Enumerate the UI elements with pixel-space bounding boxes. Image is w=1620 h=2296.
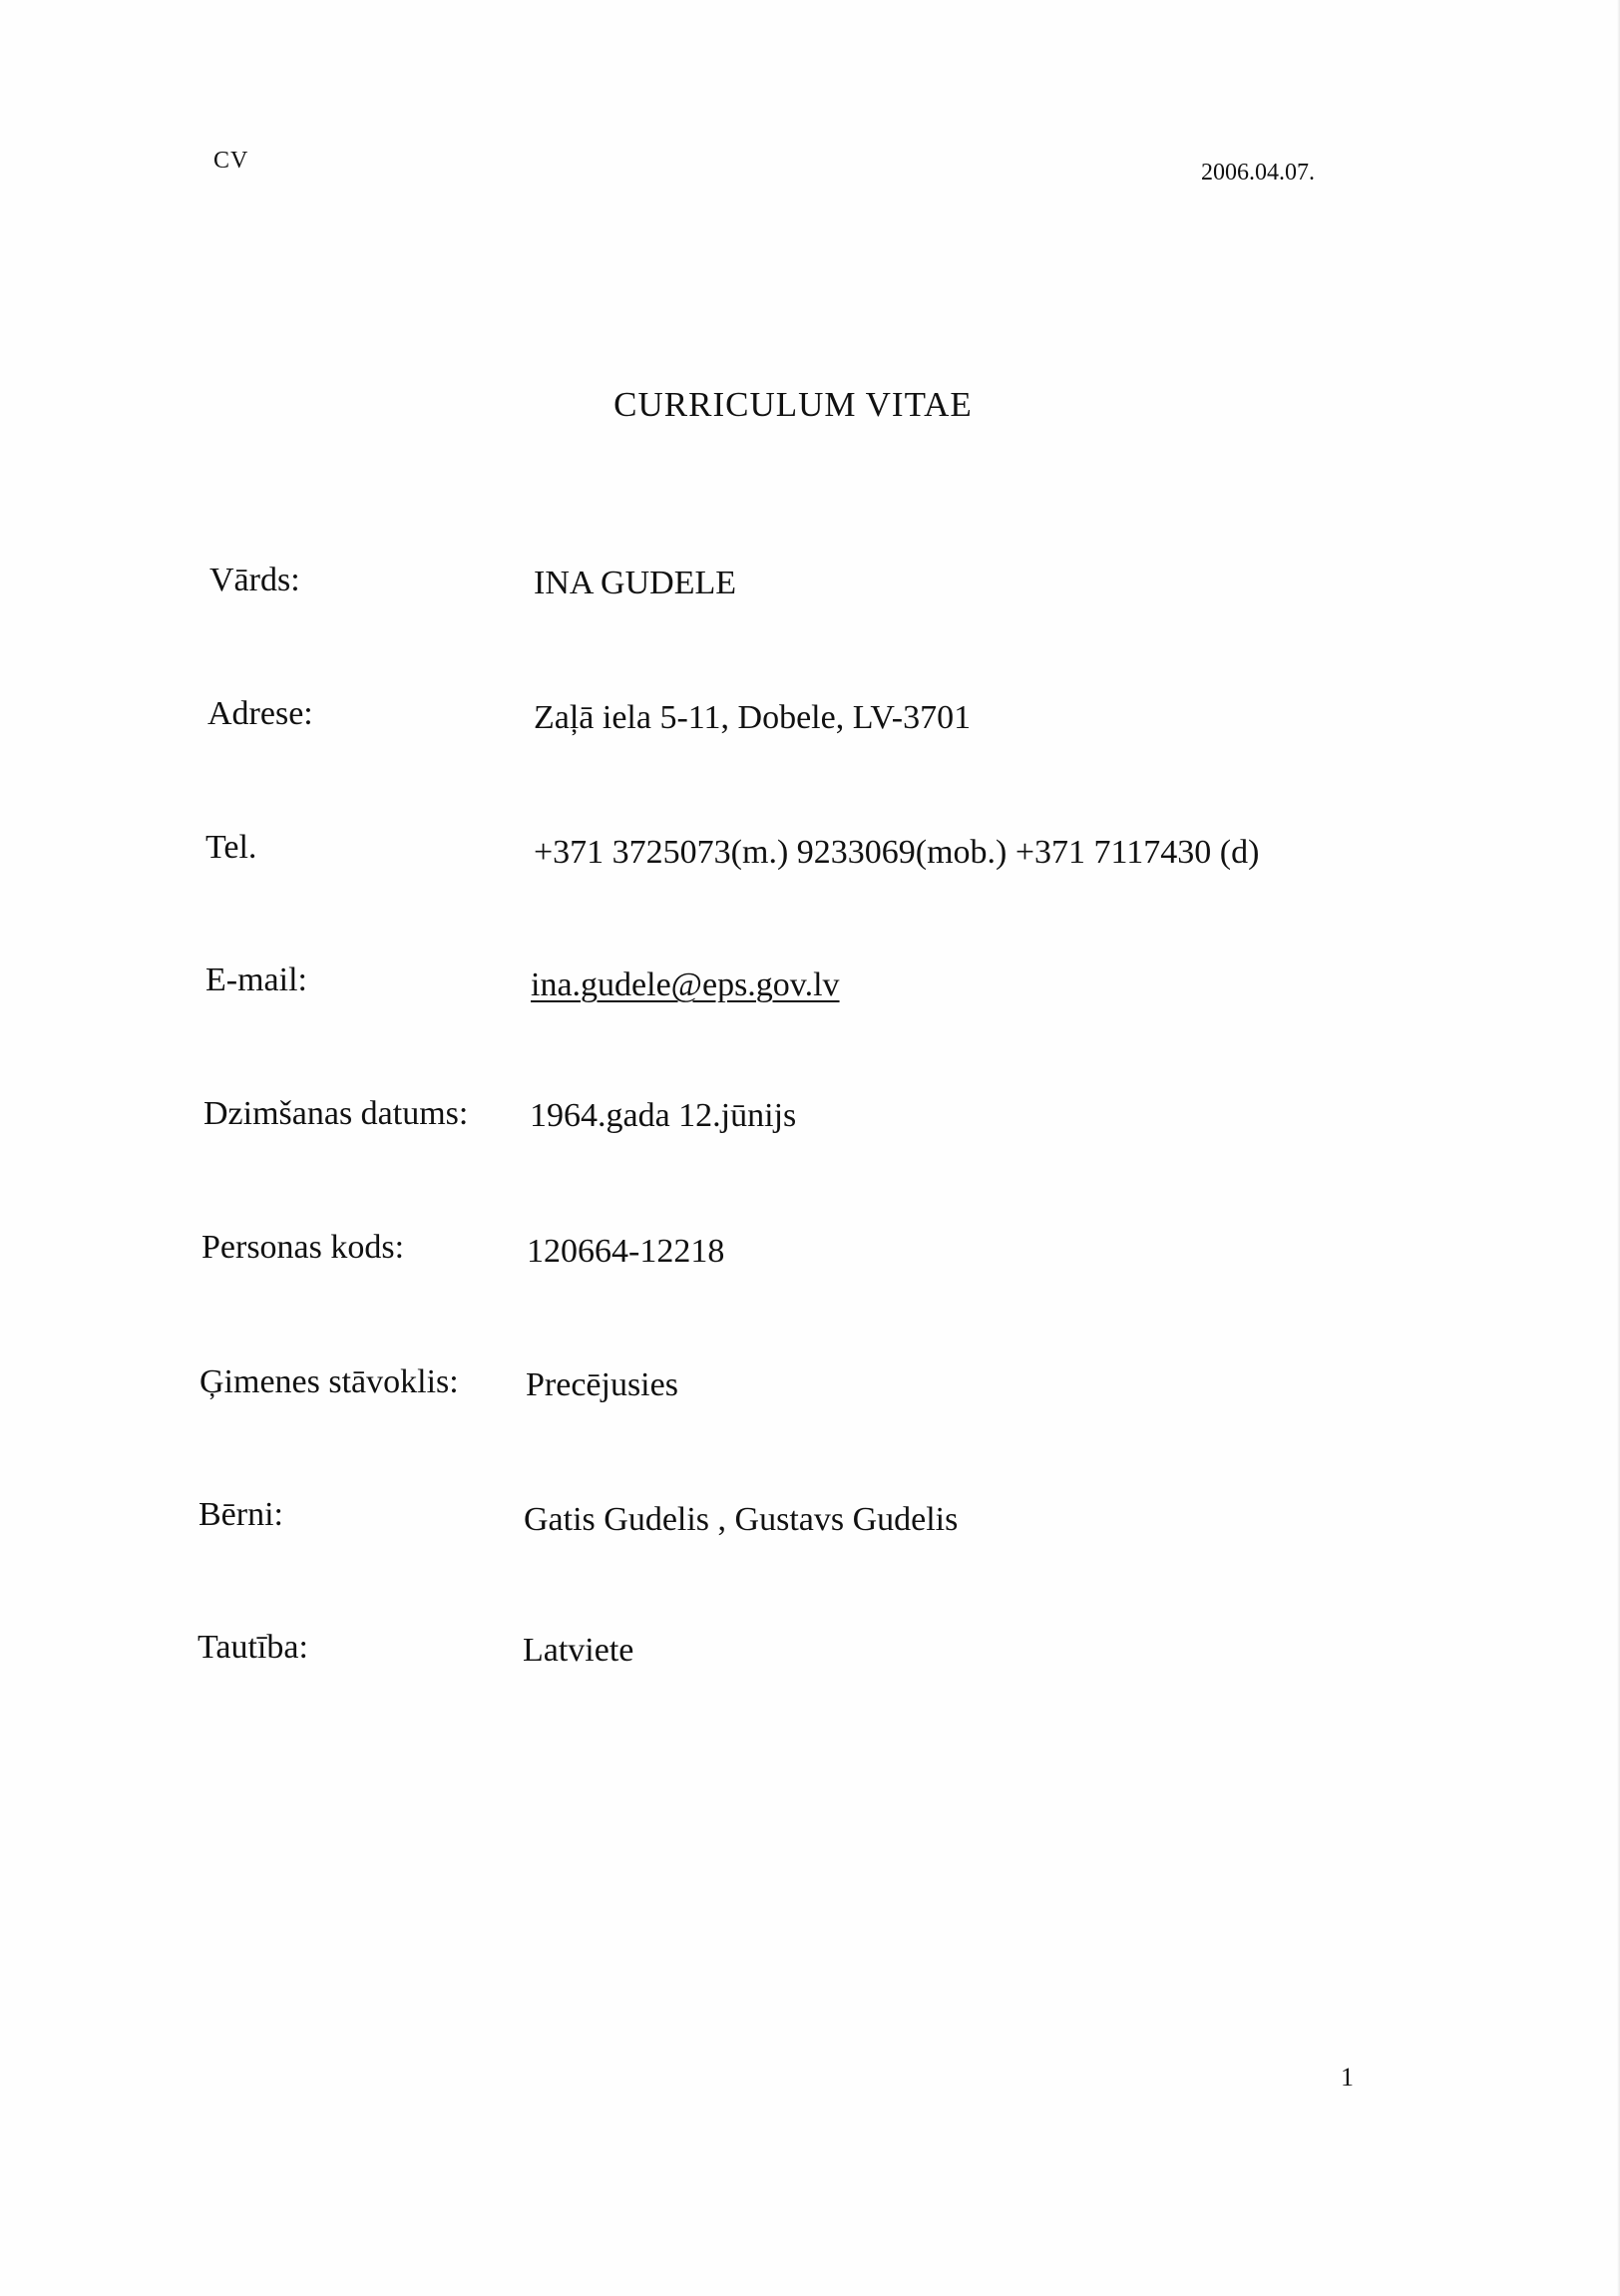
- header-date: 2006.04.07.: [1201, 160, 1315, 186]
- field-value-phone: +371 3725073(m.) 9233069(mob.) +371 7117430 (d): [534, 834, 1260, 871]
- field-value-address: Zaļā iela 5-11, Dobele, LV-3701: [534, 699, 972, 736]
- field-label-marital-status: Ģimenes stāvoklis:: [200, 1363, 459, 1400]
- field-label-children: Bērni:: [199, 1496, 283, 1533]
- field-label-personal-code: Personas kods:: [202, 1229, 405, 1266]
- field-label-birth-date: Dzimšanas datums:: [203, 1095, 469, 1132]
- document-title: CURRICULUM VITAE: [613, 385, 973, 424]
- field-value-nationality: Latviete: [523, 1632, 634, 1669]
- field-label-address: Adrese:: [207, 695, 313, 732]
- field-value-email-wrapper: [531, 966, 840, 1004]
- field-value-children: Gatis Gudelis , Gustavs Gudelis: [524, 1501, 959, 1538]
- email-link[interactable]: ina.gudele@eps.gov.lv: [531, 966, 840, 1003]
- field-label-phone: Tel.: [205, 829, 257, 866]
- field-value-personal-code: 120664-12218: [527, 1233, 725, 1270]
- field-value-name: INA GUDELE: [534, 565, 737, 601]
- field-value-birth-date: 1964.gada 12.jūnijs: [530, 1097, 797, 1134]
- header-cv-label: CV: [213, 148, 249, 174]
- page-number: 1: [1341, 2063, 1354, 2092]
- field-label-email: E-mail:: [205, 961, 307, 998]
- field-label-name: Vārds:: [209, 562, 300, 598]
- field-value-marital-status: Precējusies: [526, 1366, 678, 1403]
- field-label-nationality: Tautība:: [198, 1629, 308, 1666]
